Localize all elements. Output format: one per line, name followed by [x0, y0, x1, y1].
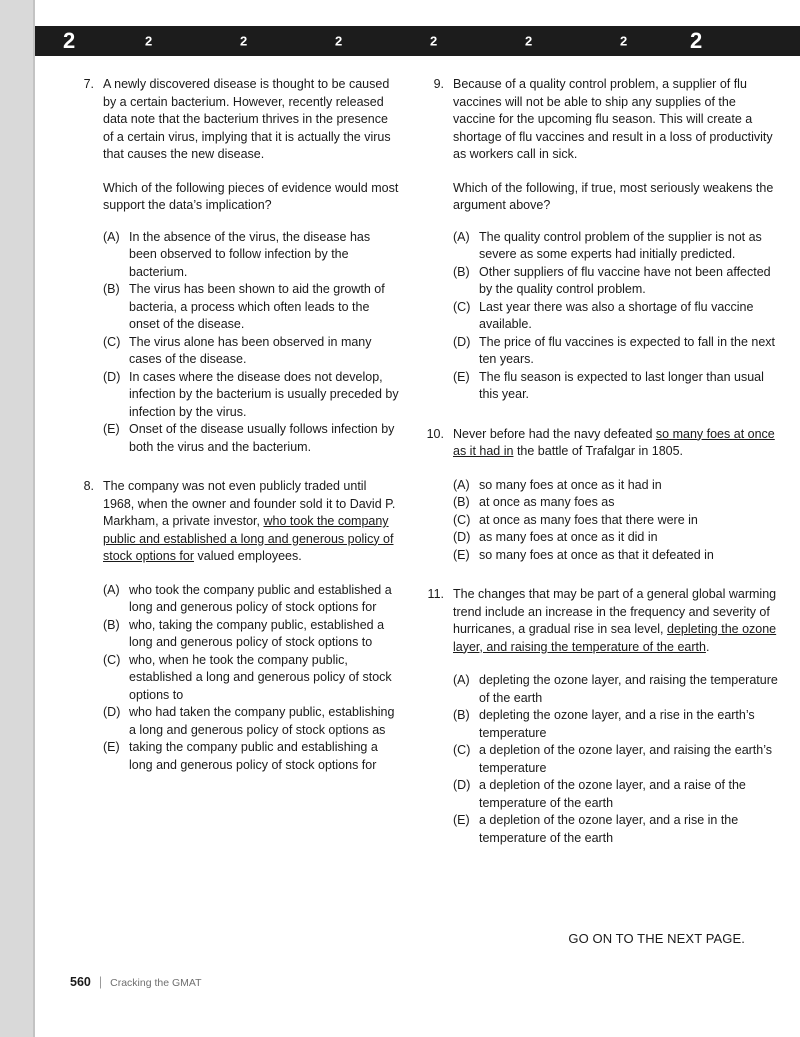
stem-pre: The company was not even publicly traded until 1968, when the owner and founder sold it to David P. Markham, a private investor,	[103, 479, 396, 528]
section-number: 2	[525, 33, 533, 49]
question-9	[420, 76, 780, 404]
answer-choice[interactable]	[453, 369, 780, 404]
question-stem	[453, 586, 780, 656]
choice-letter: (A)	[453, 229, 470, 244]
question-stem	[103, 478, 400, 566]
column-right	[420, 76, 780, 867]
choice-text: The quality control problem of the supplier is not as severe as some experts had initially predicted.	[479, 229, 762, 261]
answer-choice[interactable]	[453, 707, 780, 742]
choice-letter: (D)	[453, 778, 471, 792]
answer-choices	[103, 582, 400, 775]
stem-underlined: who took the company public and established a long and generous policy of stock options for	[103, 514, 394, 563]
question-number: 9.	[433, 77, 444, 91]
page-gutter	[0, 0, 33, 1037]
answer-choice[interactable]	[453, 812, 780, 847]
answer-choices	[103, 229, 400, 457]
choice-letter: (C)	[103, 334, 121, 349]
question-body	[453, 586, 780, 847]
footer-separator: |	[98, 975, 103, 989]
section-header-bar	[35, 26, 800, 56]
choice-text: a depletion of the ozone layer, and a rise in the temperature of the earth	[479, 813, 739, 845]
choice-text: at once as many foes that there were in	[479, 512, 698, 527]
choice-letter: (B)	[103, 617, 120, 632]
question-number: 8.	[83, 479, 94, 493]
answer-choice[interactable]	[453, 672, 780, 707]
choice-letter: (E)	[103, 422, 120, 436]
page-number: 560	[70, 975, 91, 989]
answer-choice[interactable]	[103, 281, 400, 334]
choice-letter: (A)	[103, 582, 120, 597]
choice-text: In the absence of the virus, the disease has been observed to follow infection by the bacterium.	[129, 229, 371, 279]
page-gutter-edge	[33, 0, 35, 1037]
answer-choice[interactable]	[453, 264, 780, 299]
answer-choice[interactable]	[453, 512, 780, 530]
choice-text: a depletion of the ozone layer, and a raise of the temperature of the earth	[479, 778, 746, 810]
choice-text: Last year there was also a shortage of flu vaccine available.	[479, 299, 754, 331]
choice-text: depleting the ozone layer, and a rise in the earth’s temperature	[479, 708, 755, 740]
choice-text: at once as many foes as	[479, 495, 615, 509]
answer-choice[interactable]	[453, 777, 780, 812]
go-on-notice: GO ON TO THE NEXT PAGE.	[568, 931, 745, 946]
answer-choice[interactable]	[453, 299, 780, 334]
stem-underlined: depleting the ozone layer, and raising the temperature of the earth	[453, 622, 777, 654]
choice-letter: (D)	[453, 334, 471, 349]
answer-choice[interactable]	[103, 369, 400, 422]
question-10	[420, 426, 780, 565]
answer-choices	[453, 477, 780, 565]
question-number: 10.	[426, 426, 444, 441]
question-stem	[453, 426, 780, 461]
question-prompt: Which of the following pieces of evidence would most support the data’s implication?	[103, 180, 399, 212]
question-stem: A newly discovered disease is thought to be caused by a certain bacterium. However, recently released data note that the bacterium thrives in the presence of a certain virus, implying that it is actually the virus that causes the new disease.	[103, 77, 391, 161]
stem-pre: The changes that may be part of a general global warming trend include an increase in the frequency and severity of hurricanes, a gradual rise in sea level,	[453, 587, 777, 636]
stem-pre: Never before had the navy defeated	[453, 426, 656, 441]
choice-text: The virus has been shown to aid the growth of bacteria, a process which often leads to the onset of the disease.	[129, 282, 385, 331]
section-number: 2	[145, 33, 153, 49]
choice-letter: (A)	[103, 229, 120, 244]
section-number: 2	[240, 33, 248, 49]
answer-choice[interactable]	[103, 739, 400, 774]
answer-choice[interactable]	[453, 334, 780, 369]
choice-text: who, taking the company public, established a long and generous policy of stock options to	[129, 617, 385, 649]
question-11	[420, 586, 780, 847]
choice-letter: (D)	[103, 705, 121, 719]
answer-choice[interactable]	[453, 742, 780, 777]
question-number: 7.	[83, 77, 94, 91]
section-number: 2	[620, 33, 628, 49]
choice-letter: (E)	[453, 813, 470, 827]
answer-choice[interactable]	[103, 582, 400, 617]
choice-text: The price of flu vaccines is expected to fall in the next ten years.	[479, 334, 775, 366]
choice-text: In cases where the disease does not develop, infection by the bacterium is usually preceded by infection by the virus.	[129, 369, 399, 419]
question-body	[453, 76, 780, 404]
choice-letter: (B)	[453, 495, 470, 509]
choice-text: Other suppliers of flu vaccine have not been affected by the quality control problem.	[479, 264, 771, 296]
answer-choice[interactable]	[103, 334, 400, 369]
choice-text: Onset of the disease usually follows infection by both the virus and the bacterium.	[129, 422, 395, 454]
choice-text: who, when he took the company public, established a long and generous policy of stock options to	[129, 652, 392, 702]
choice-letter: (A)	[453, 477, 470, 492]
choice-text: who had taken the company public, establishing a long and generous policy of stock options as	[129, 705, 395, 737]
page-footer	[70, 975, 202, 989]
choice-letter: (B)	[103, 282, 120, 296]
choice-letter: (C)	[103, 652, 121, 667]
answer-choice[interactable]	[103, 229, 400, 282]
answer-choices	[453, 229, 780, 404]
stem-post: valued employees.	[194, 549, 302, 563]
book-title: Cracking the GMAT	[110, 977, 202, 989]
choice-letter: (C)	[453, 743, 471, 757]
choice-letter: (D)	[103, 369, 121, 384]
choice-letter: (E)	[103, 740, 120, 754]
answer-choice[interactable]	[453, 547, 780, 565]
answer-choice[interactable]	[103, 704, 400, 739]
answer-choices	[453, 672, 780, 847]
choice-letter: (B)	[453, 264, 470, 279]
choice-letter: (E)	[453, 547, 470, 562]
column-left	[70, 76, 400, 794]
question-stem: Because of a quality control problem, a supplier of flu vaccines will not be able to ship any supplies of the vaccine for the upcoming flu season. This will create a shortage of flu vaccines and result in a loss of productivity as workers call in sick.	[453, 77, 773, 161]
choice-text: The virus alone has been observed in many cases of the disease.	[129, 334, 372, 366]
choice-text: as many foes at once as it did in	[479, 530, 658, 544]
choice-text: taking the company public and establishing a long and generous policy of stock options for	[129, 740, 378, 772]
section-number: 2	[430, 33, 438, 49]
question-body	[453, 426, 780, 565]
answer-choice[interactable]	[103, 421, 400, 456]
choice-text: so many foes at once as that it defeated in	[479, 547, 714, 562]
choice-text: so many foes at once as it had in	[479, 477, 662, 492]
question-8	[70, 478, 400, 774]
section-number: 2	[335, 33, 343, 49]
answer-choice[interactable]	[453, 529, 780, 547]
answer-choice[interactable]	[103, 617, 400, 652]
choice-text: who took the company public and established a long and generous policy of stock options for	[129, 582, 392, 614]
question-body	[103, 76, 400, 456]
choice-text: a depletion of the ozone layer, and raising the earth’s temperature	[479, 743, 773, 775]
answer-choice[interactable]	[453, 477, 780, 495]
answer-choice[interactable]	[453, 494, 780, 512]
stem-post: .	[705, 639, 710, 654]
section-number: 2	[690, 28, 703, 53]
choice-letter: (D)	[453, 530, 471, 544]
stem-underlined: so many foes at once as it had in	[453, 426, 775, 458]
question-prompt: Which of the following, if true, most seriously weakens the argument above?	[453, 180, 774, 212]
choice-letter: (E)	[453, 369, 470, 384]
answer-choice[interactable]	[453, 229, 780, 264]
choice-letter: (A)	[453, 673, 470, 687]
choice-text: The flu season is expected to last longer than usual this year.	[479, 369, 764, 401]
question-number: 11.	[427, 587, 444, 601]
section-number: 2	[63, 28, 76, 53]
stem-post: the battle of Trafalgar in 1805.	[513, 444, 684, 458]
question-7	[70, 76, 400, 456]
choice-text: depleting the ozone layer, and raising the temperature of the earth	[479, 673, 778, 705]
choice-letter: (C)	[453, 299, 471, 314]
choice-letter: (B)	[453, 708, 470, 722]
answer-choice[interactable]	[103, 652, 400, 705]
choice-letter: (C)	[453, 512, 471, 527]
question-body	[103, 478, 400, 774]
